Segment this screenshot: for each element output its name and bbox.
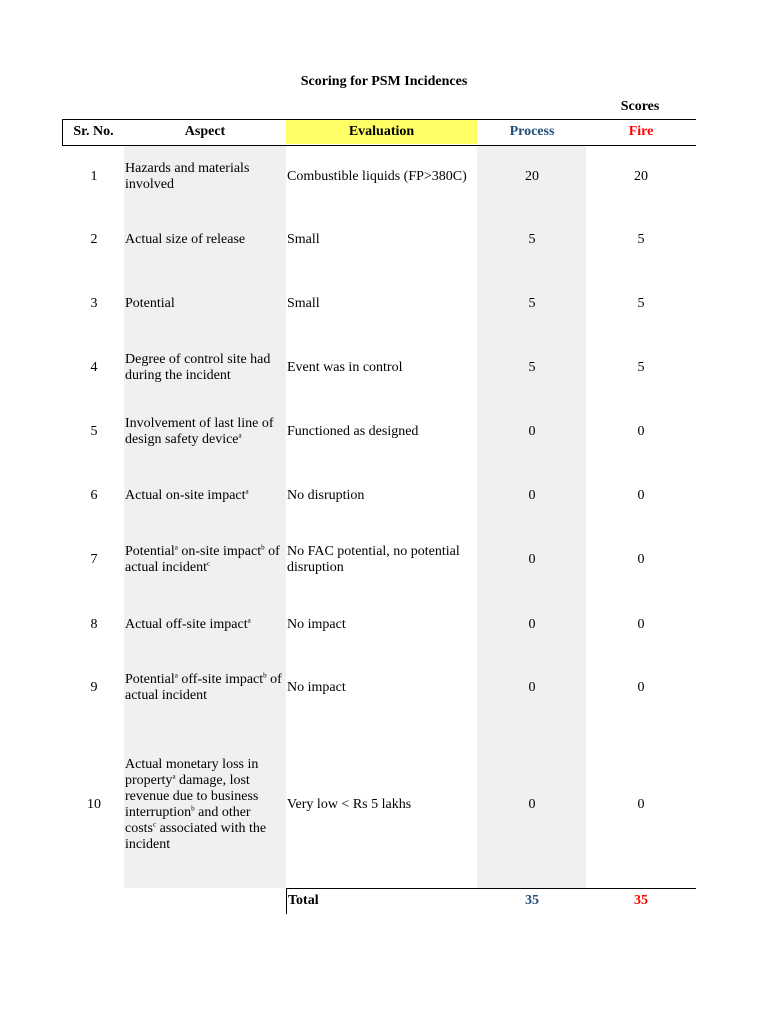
row-sr-no: 7 bbox=[90, 552, 98, 567]
row-process-score: 0 bbox=[528, 488, 536, 503]
row-evaluation: No disruption bbox=[287, 488, 365, 503]
row-process-score: 0 bbox=[528, 680, 536, 695]
row-sr-no: 9 bbox=[90, 680, 98, 695]
footnote-marker: c bbox=[153, 820, 157, 829]
row-aspect-text bbox=[125, 617, 251, 633]
total-rule bbox=[286, 888, 696, 889]
row-fire-score: 0 bbox=[637, 680, 645, 695]
aspect-text-part: of actual incident bbox=[125, 544, 280, 575]
aspect-text-part: on-site impact bbox=[177, 544, 262, 559]
aspect-text-part: off-site impact bbox=[177, 672, 264, 687]
row-sr-no: 1 bbox=[90, 169, 98, 184]
row-sr-no: 10 bbox=[87, 797, 101, 812]
row-aspect: Potential bbox=[125, 296, 175, 311]
header-evaluation: Evaluation bbox=[286, 120, 477, 144]
row-aspect: Actual size of release bbox=[125, 232, 246, 247]
row-fire-score: 0 bbox=[637, 488, 645, 503]
row-aspect bbox=[125, 668, 285, 708]
row-fire-score: 0 bbox=[637, 797, 645, 812]
row-aspect: Degree of control site had during the incident bbox=[125, 352, 271, 383]
aspect-text-part: damage, lost revenue due to business interruption bbox=[125, 773, 259, 820]
aspect-text-part: Potential bbox=[125, 544, 175, 559]
row-process-score: 20 bbox=[525, 169, 539, 184]
row-evaluation: Small bbox=[287, 232, 320, 247]
header-aspect: Aspect bbox=[184, 124, 226, 139]
row-sr-no: 3 bbox=[90, 296, 98, 311]
row-process-score: 5 bbox=[528, 360, 536, 375]
row-aspect-text bbox=[125, 672, 285, 704]
footnote-marker: c bbox=[207, 559, 211, 568]
row-evaluation: No impact bbox=[287, 680, 346, 695]
footnote-marker: a bbox=[247, 616, 251, 625]
row-sr-no: 5 bbox=[90, 424, 98, 439]
row-sr-no: 4 bbox=[90, 360, 98, 375]
aspect-text-part: Potential bbox=[125, 672, 175, 687]
row-sr-no: 2 bbox=[90, 232, 98, 247]
row-fire-score: 0 bbox=[637, 424, 645, 439]
row-process-score: 0 bbox=[528, 552, 536, 567]
footnote-marker: a bbox=[174, 543, 178, 552]
header-bottom-rule bbox=[62, 145, 696, 146]
footnote-marker: b bbox=[191, 804, 195, 813]
total-fire-score: 35 bbox=[634, 893, 648, 908]
row-aspect bbox=[125, 476, 285, 516]
footnote-marker: b bbox=[261, 543, 265, 552]
row-aspect bbox=[125, 540, 285, 580]
footnote-marker: a bbox=[245, 487, 249, 496]
header-sr-no: Sr. No. bbox=[73, 124, 114, 139]
aspect-text-part: Involvement of last line of design safety device bbox=[125, 416, 274, 447]
row-evaluation: Very low < Rs 5 lakhs bbox=[287, 797, 412, 812]
row-process-score: 0 bbox=[528, 617, 536, 632]
footnote-marker: b bbox=[263, 671, 267, 680]
row-aspect-text bbox=[125, 488, 249, 504]
aspect-text-part: associated with the incident bbox=[125, 821, 267, 852]
aspect-text-part: Actual on-site impact bbox=[125, 488, 246, 503]
row-aspect-text bbox=[125, 416, 285, 448]
row-process-score: 5 bbox=[528, 296, 536, 311]
aspect-text-part: of actual incident bbox=[125, 672, 282, 703]
scores-label: Scores bbox=[620, 99, 660, 114]
header-fire: Fire bbox=[628, 124, 654, 139]
row-aspect bbox=[125, 412, 285, 452]
row-evaluation: No impact bbox=[287, 617, 346, 632]
row-fire-score: 20 bbox=[634, 169, 648, 184]
row-fire-score: 0 bbox=[637, 617, 645, 632]
header-process: Process bbox=[509, 124, 555, 139]
aspect-text-part: and other costs bbox=[125, 805, 251, 836]
aspect-text-part: Actual monetary loss in property bbox=[125, 757, 259, 788]
row-aspect-text bbox=[125, 544, 285, 576]
row-fire-score: 5 bbox=[637, 296, 645, 311]
row-sr-no: 8 bbox=[90, 617, 98, 632]
row-evaluation: Small bbox=[287, 296, 320, 311]
row-fire-score: 0 bbox=[637, 552, 645, 567]
row-aspect bbox=[125, 605, 285, 645]
footnote-marker: a bbox=[174, 671, 178, 680]
row-evaluation: No FAC potential, no potential disruption bbox=[287, 544, 460, 575]
row-process-score: 5 bbox=[528, 232, 536, 247]
footnote-marker: a bbox=[172, 772, 176, 781]
total-label: Total bbox=[288, 893, 319, 908]
row-fire-score: 5 bbox=[637, 360, 645, 375]
row-fire-score: 5 bbox=[637, 232, 645, 247]
footnote-marker: a bbox=[238, 431, 242, 440]
row-aspect: Hazards and materials involved bbox=[125, 161, 250, 192]
total-left-rule bbox=[286, 888, 287, 914]
aspect-text-part: Actual off-site impact bbox=[125, 617, 248, 632]
row-aspect bbox=[125, 750, 285, 860]
row-sr-no: 6 bbox=[90, 488, 98, 503]
row-process-score: 0 bbox=[528, 424, 536, 439]
page-title: Scoring for PSM Incidences bbox=[300, 74, 468, 89]
row-process-score: 0 bbox=[528, 797, 536, 812]
row-evaluation: Functioned as designed bbox=[287, 424, 419, 439]
total-process-score: 35 bbox=[525, 893, 539, 908]
row-aspect-text bbox=[125, 757, 285, 853]
row-evaluation: Combustible liquids (FP>380C) bbox=[287, 169, 467, 184]
row-evaluation: Event was in control bbox=[287, 360, 403, 375]
